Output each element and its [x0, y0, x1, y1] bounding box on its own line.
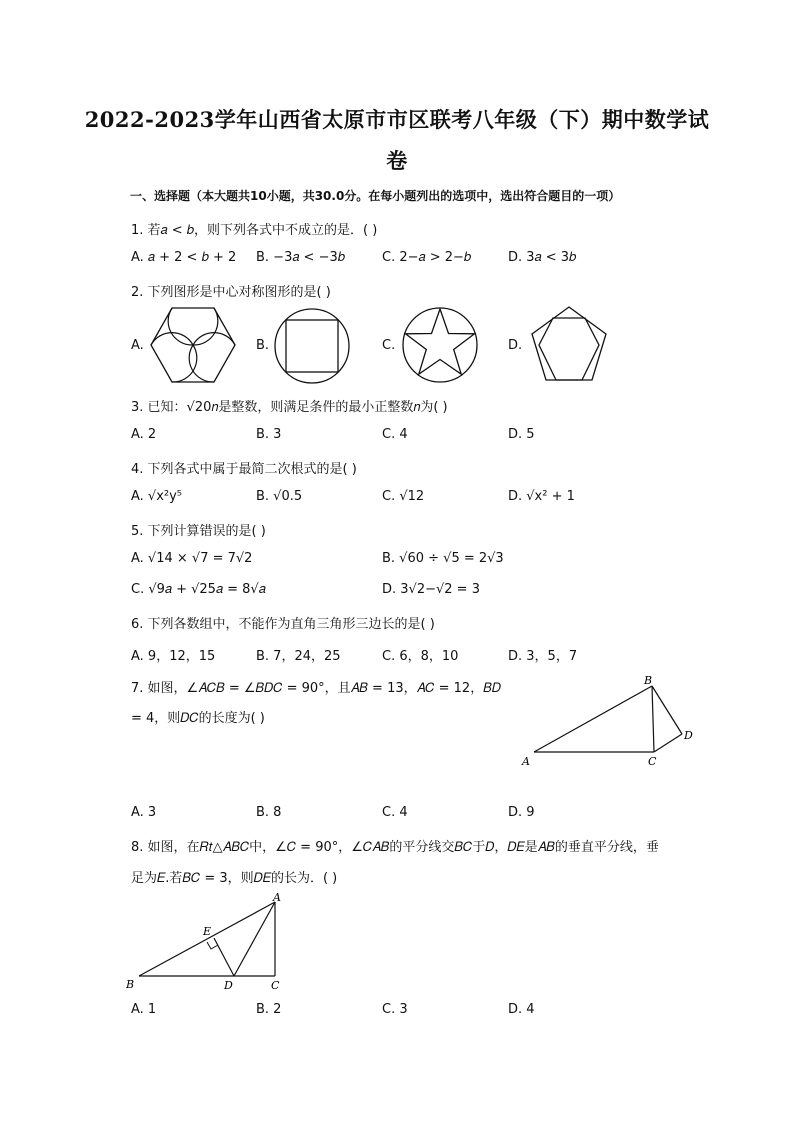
q7-option-b: B. 8: [256, 805, 282, 820]
question-8-stem-cont: 足为𝐸.若𝐵𝐶 = 3，则𝐷𝐸的长为．( ): [131, 871, 338, 886]
paper-title-line-1: 2022-2023学年山西省太原市市区联考八年级（下）期中数学试: [84, 107, 710, 132]
q6-option-a: A. 9，12，15: [131, 649, 216, 664]
question-8-stem: 8. 如图，在𝑅𝑡△𝐴𝐵𝐶中，∠𝐶 = 90°，∠𝐶𝐴𝐵的平分线交𝐵𝐶于𝐷，𝐷𝐸是𝐴𝐵的垂直平分线，垂: [131, 840, 659, 855]
question-7-stem-cont: = 4，则𝐷𝐶的长度为( ): [131, 711, 265, 726]
q8-triangle-figure: [126, 890, 286, 996]
question-6-stem: 6. 下列各数组中，不能作为直角三角形三边长的是( ): [131, 617, 435, 632]
q4-option-d: D. √x² + 1: [508, 489, 575, 504]
q1-option-c: C. 2−𝑎 > 2−𝑏: [382, 250, 472, 265]
q7-label-b: B: [644, 674, 653, 687]
q5-option-a: A. √14 × √7 = 7√2: [131, 551, 253, 566]
q7-label-d: D: [684, 729, 693, 742]
q7-option-d: D. 9: [508, 805, 535, 820]
q3-option-c: C. 4: [382, 427, 408, 442]
q5-option-d: D. 3√2−√2 = 3: [382, 582, 480, 597]
paper-title-line-2: 卷: [386, 148, 408, 173]
q2-figure-a-hexagon-arcs: [148, 305, 238, 385]
q3-option-b: B. 3: [256, 427, 282, 442]
q7-label-c: C: [648, 755, 657, 768]
q3-option-a: A. 2: [131, 427, 157, 442]
question-1-stem: 1. 若𝑎 < 𝑏，则下列各式中不成立的是．( ): [131, 223, 378, 238]
q1-option-d: D. 3𝑎 < 3𝑏: [508, 250, 577, 265]
q7-triangle-figure: [518, 672, 698, 772]
q8-label-d: D: [224, 979, 233, 992]
q2-option-d: D.: [508, 338, 523, 353]
q2-figure-d-hexagon-in-pentagon: [527, 303, 611, 387]
q1-option-b: B. −3𝑎 < −3𝑏: [256, 250, 345, 265]
q8-option-b: B. 2: [256, 1002, 282, 1017]
q8-option-a: A. 1: [131, 1002, 157, 1017]
q7-label-a: A: [522, 755, 530, 768]
q7-option-a: A. 3: [131, 805, 157, 820]
q8-label-b: B: [126, 978, 135, 991]
question-7-stem: 7. 如图，∠𝐴𝐶𝐵 = ∠𝐵𝐷𝐶 = 90°，且𝐴𝐵 = 13，𝐴𝐶 = 12，𝐵𝐷: [131, 681, 501, 696]
question-3-stem: 3. 已知：√20𝑛是整数，则满足条件的最小正整数𝑛为( ): [131, 400, 448, 415]
q8-label-e: E: [203, 925, 212, 938]
question-4-stem: 4. 下列各式中属于最简二次根式的是( ): [131, 462, 357, 477]
section-heading: 一、选择题（本大题共10小题，共30.0分。在每小题列出的选项中，选出符合题目的一项）: [130, 189, 621, 203]
q6-option-c: C. 6，8，10: [382, 649, 459, 664]
q2-option-a: A.: [131, 338, 144, 353]
q4-option-b: B. √0.5: [256, 489, 303, 504]
q4-option-c: C. √12: [382, 489, 425, 504]
q2-option-c: C.: [382, 338, 396, 353]
q3-option-d: D. 5: [508, 427, 535, 442]
q6-option-b: B. 7，24，25: [256, 649, 341, 664]
question-2-stem: 2. 下列图形是中心对称图形的是( ): [131, 285, 331, 300]
q5-option-c: C. √9𝑎 + √25𝑎 = 8√𝑎: [131, 582, 266, 597]
q6-option-d: D. 3，5，7: [508, 649, 578, 664]
q8-label-a: A: [273, 891, 281, 904]
q1-option-a: A. 𝑎 + 2 < 𝑏 + 2: [131, 250, 237, 265]
q5-option-b: B. √60 ÷ √5 = 2√3: [382, 551, 504, 566]
q8-option-c: C. 3: [382, 1002, 408, 1017]
q2-option-b: B.: [256, 338, 270, 353]
q7-option-c: C. 4: [382, 805, 408, 820]
question-5-stem: 5. 下列计算错误的是( ): [131, 524, 266, 539]
q2-figure-b-square-in-circle: [272, 306, 352, 386]
q8-option-d: D. 4: [508, 1002, 535, 1017]
q8-label-c: C: [271, 979, 280, 992]
q4-option-a: A. √x²y⁵: [131, 489, 183, 504]
q2-figure-c-star-in-circle: [400, 305, 480, 385]
